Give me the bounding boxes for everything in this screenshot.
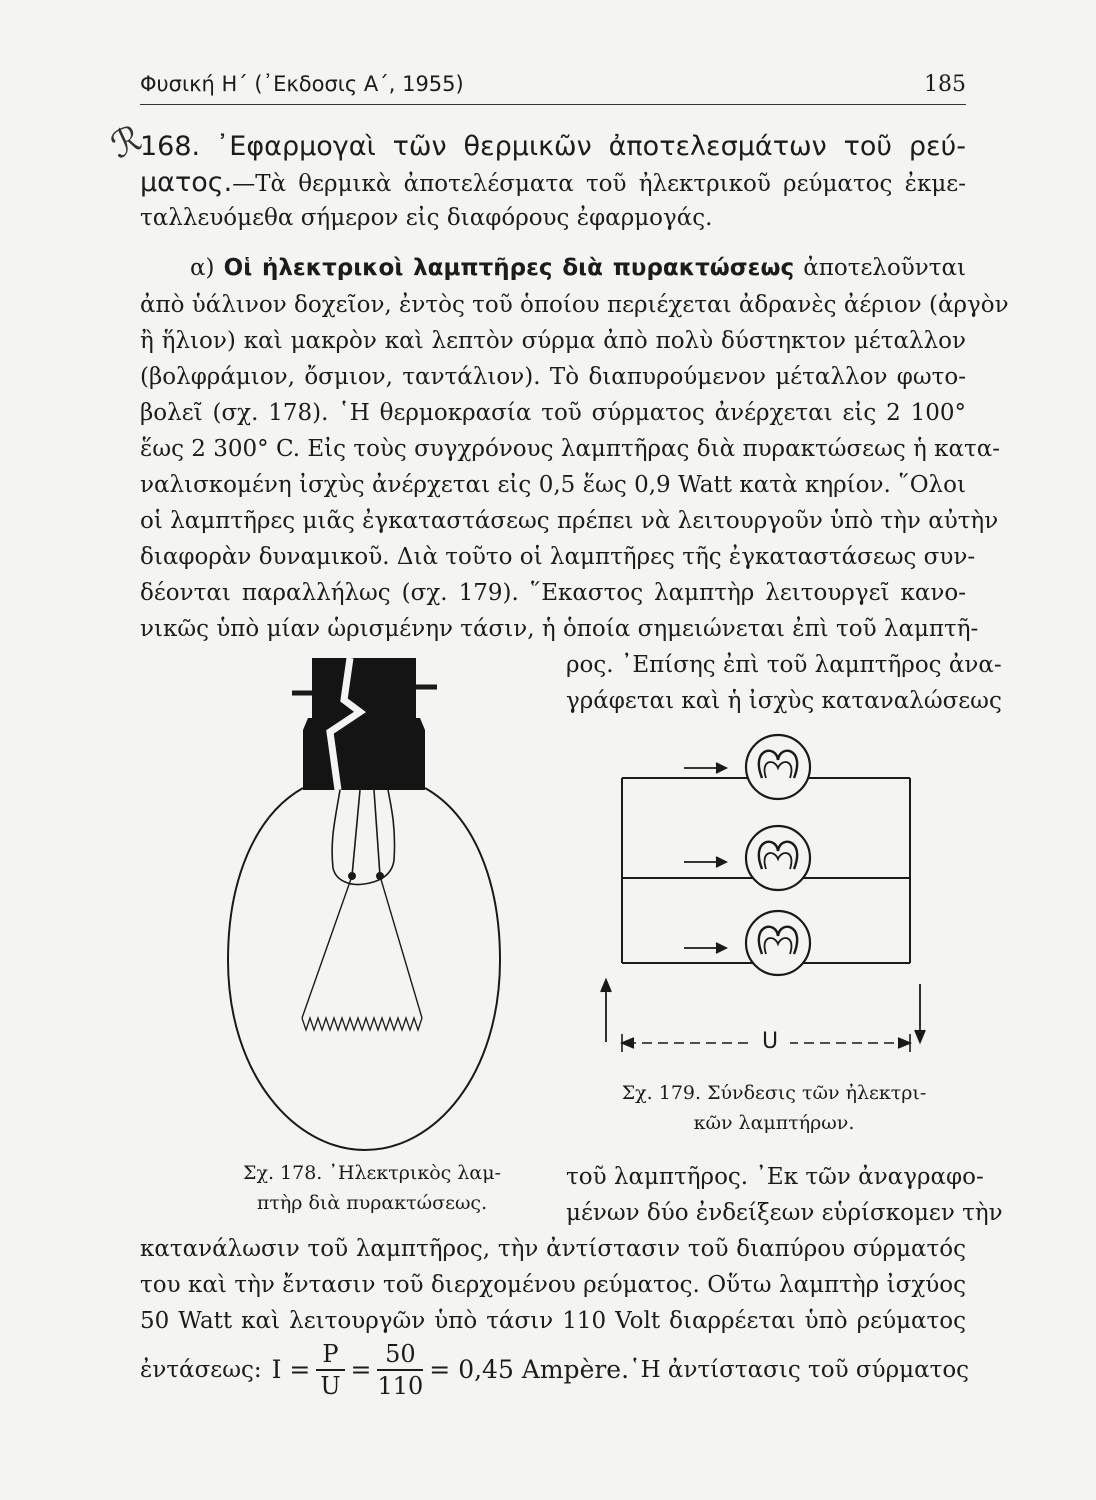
text-line: (βολφράμιον, ὄσμιον, ταντάλιον). Τὸ διαπυρούμενον μέταλλον φωτο- xyxy=(140,364,966,390)
formula-suffix: ῾Η ἀντίστασις τοῦ σύρματος xyxy=(629,1357,970,1383)
text-line: βολεῖ (σχ. 178). ῾Η θερμοκρασία τοῦ σύρματος ἀνέρχεται εἰς 2 100° xyxy=(140,400,966,426)
formula-prefix: ἐντάσεως: xyxy=(140,1357,262,1383)
caption-line: κῶν λαμπτήρων. xyxy=(693,1112,855,1134)
section-title: ᾿Εφαρμογαὶ τῶν θερμικῶν ἀποτελεσμάτων τοῦ ρεύ- xyxy=(215,131,967,162)
text-line: ἕως 2 300° C. Εἰς τοὺς συγχρόνους λαμπτῆρας διὰ πυρακτώσεως ἡ κατα- xyxy=(140,436,1001,462)
glass-stem xyxy=(332,790,394,884)
caption-line: Σχ. 179. Σύνδεσις τῶν ἠλεκτρι- xyxy=(621,1082,927,1104)
section-title-end: ματος. xyxy=(140,167,233,198)
text-line: διαφορὰν δυναμικοῦ. Διὰ τοῦτο οἱ λαμπτῆρες τῆς ἐγκαταστάσεως συν- xyxy=(140,544,976,570)
formula-lhs: I = xyxy=(271,1355,311,1384)
margin-annotation: ℛ xyxy=(104,117,149,168)
lead-wire-right xyxy=(374,790,380,876)
lead-wire-left xyxy=(352,790,360,876)
figure-179-caption xyxy=(604,1078,944,1138)
parallel-circuit-diagram xyxy=(601,735,925,1052)
fraction-numerator: 50 xyxy=(377,1339,423,1371)
support-wire-left xyxy=(302,876,352,1018)
bulb-base xyxy=(303,718,425,790)
text-line: νικῶς ὑπὸ μίαν ὡρισμένην τάσιν, ἡ ὁποία σημειώνεται ἐπὶ τοῦ λαμπτῆ- xyxy=(140,616,979,642)
terminal-lead-left xyxy=(601,980,611,1042)
text-line: ναλισκομένη ἰσχὺς ἀνέρχεται εἰς 0,5 ἕως 0,9 Watt κατὰ κηρίον. ῞Ολοι xyxy=(140,472,966,498)
fraction-denominator: 110 xyxy=(377,1372,424,1400)
text-line: δέονται παραλλήλως (σχ. 179). ῞Εκαστος λαμπτὴρ λειτουργεῖ κανο- xyxy=(140,580,966,606)
text-line: γράφεται καὶ ἡ ἰσχὺς καταναλώσεως xyxy=(566,688,1002,714)
section-number: 168. xyxy=(140,131,201,162)
text-line: 50 Watt καὶ λειτουργῶν ὑπὸ τάσιν 110 Volt διαρρέεται ὑπὸ ρεύματος xyxy=(140,1308,966,1334)
header-title: Φυσική Η΄ (᾿Εκδοσις Α΄, 1955) xyxy=(140,72,464,96)
figure-178-caption xyxy=(222,1158,522,1218)
text-line: μένων δύο ἐνδείξεων εὑρίσκομεν τὴν xyxy=(566,1200,1003,1226)
text-line: ρος. ᾿Επίσης ἐπὶ τοῦ λαμπτῆρος ἀνα- xyxy=(566,652,1002,678)
current-arrow xyxy=(684,943,726,953)
filament-zigzag xyxy=(302,1018,422,1030)
support-wire-right xyxy=(380,876,422,1018)
text-line: ἀποτελοῦνται xyxy=(803,255,967,281)
formula-result: = 0,45 Ampère. xyxy=(429,1355,630,1384)
text-line: οἱ λαμπτῆρες μιᾶς ἐγκαταστάσεως πρέπει νὰ λειτουργοῦν ὑπὸ τὴν αὐτὴν xyxy=(140,508,999,534)
lamp-symbol xyxy=(746,826,810,890)
light-bulb-illustration xyxy=(228,658,500,1150)
text-line: κατανάλωσιν τοῦ λαμπτῆρος, τὴν ἀντίστασιν τοῦ διαπύρου σύρματός xyxy=(140,1236,966,1262)
text-line: τοῦ λαμπτῆρος. ᾿Εκ τῶν ἀναγραφο- xyxy=(566,1164,984,1190)
caption-line: πτὴρ διὰ πυρακτώσεως. xyxy=(256,1192,488,1214)
text-line: ταλλευόμεθα σήμερον εἰς διαφόρους ἐφαρμογάς. xyxy=(140,205,713,231)
para-label: α) xyxy=(190,255,215,281)
text-line: —Τὰ θερμικὰ ἀποτελέσματα τοῦ ἠλεκτρικοῦ ρεύματος ἐκμε- xyxy=(232,171,966,197)
page-number: 185 xyxy=(924,72,966,97)
para-term: Οἱ ἠλεκτρικοὶ λαμπτῆρες διὰ πυρακτώσεως xyxy=(223,255,795,281)
fraction-numerator: P xyxy=(316,1339,344,1371)
text-line: του καὶ τὴν ἔντασιν τοῦ διερχομένου ρεύματος. Οὕτω λαμπτὴρ ἰσχύος xyxy=(140,1272,966,1298)
lamp-symbol xyxy=(746,735,810,799)
glass-envelope xyxy=(228,788,500,1150)
text-line: ἀπὸ ὑάλινον δοχεῖον, ἐντὸς τοῦ ὁποίου περιέχεται ἀδρανὲς ἀέριον (ἀργὸν xyxy=(140,292,1009,318)
current-arrow xyxy=(684,857,726,867)
fraction-denominator: U xyxy=(320,1372,341,1400)
voltage-label: U xyxy=(750,1027,790,1057)
lamp-symbol xyxy=(746,911,810,975)
formula-equals: = xyxy=(350,1355,372,1384)
terminal-lead-right xyxy=(915,984,925,1042)
caption-line: Σχ. 178. ᾿Ηλεκτρικὸς λαμ- xyxy=(243,1162,501,1184)
current-arrow xyxy=(684,763,726,773)
text-line: ἢ ἥλιον) καὶ μακρὸν καὶ λεπτὸν σύρμα ἀπὸ πολὺ δύστηκτον μέταλλον xyxy=(140,328,966,354)
